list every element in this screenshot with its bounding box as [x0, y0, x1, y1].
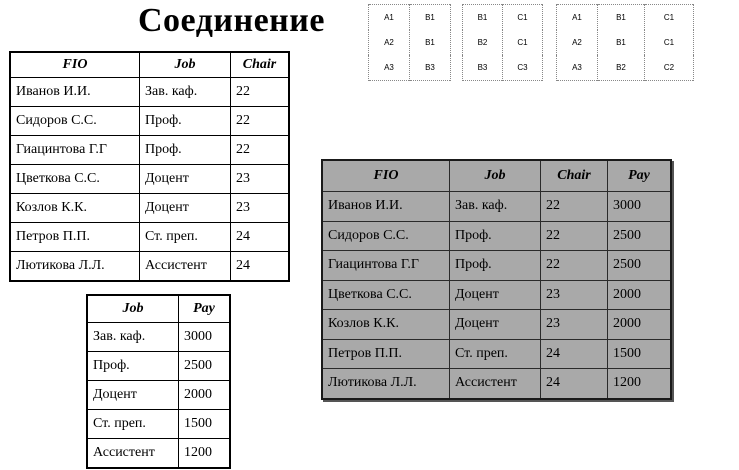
column-header-fio: FIO: [322, 160, 450, 192]
schema-relation-ab: [368, 4, 451, 81]
cell-fio: Сидоров С.С.: [322, 221, 450, 251]
schema-cell: B1: [463, 5, 503, 31]
cell-job: Зав. каф.: [87, 323, 179, 352]
cell-chair: 24: [231, 252, 290, 282]
table-row: [463, 55, 543, 81]
table-row: [10, 107, 289, 136]
cell-pay: 1500: [179, 410, 231, 439]
schema-cell: C1: [503, 30, 543, 55]
schema-cell: A2: [557, 30, 598, 55]
table-row: [10, 165, 289, 194]
cell-fio: Петров П.П.: [322, 339, 450, 369]
cell-pay: 1200: [179, 439, 231, 469]
column-header-job: Job: [450, 160, 541, 192]
pay-table: [86, 294, 231, 469]
schema-cell: A3: [369, 55, 410, 81]
cell-job: Доцент: [140, 194, 231, 223]
cell-job: Ст. преп.: [87, 410, 179, 439]
schema-cell: C2: [645, 55, 694, 81]
table-row: [10, 252, 289, 282]
cell-pay: 2500: [608, 221, 672, 251]
cell-chair: 22: [231, 78, 290, 107]
table-row: [10, 136, 289, 165]
cell-pay: 2000: [608, 280, 672, 310]
table-row: [322, 280, 671, 310]
column-header-chair: Chair: [541, 160, 608, 192]
schema-cell: C1: [645, 30, 694, 55]
cell-fio: Петров П.П.: [10, 223, 140, 252]
cell-fio: Козлов К.К.: [322, 310, 450, 340]
table-header-row: [10, 52, 289, 78]
table-row: [322, 251, 671, 281]
table-row: [463, 30, 543, 55]
table-row: [369, 55, 451, 81]
table-row: [10, 194, 289, 223]
cell-fio: Козлов К.К.: [10, 194, 140, 223]
table-row: [87, 439, 230, 469]
cell-chair: 22: [231, 107, 290, 136]
table-row: [322, 192, 671, 222]
cell-fio: Иванов И.И.: [322, 192, 450, 222]
cell-pay: 2000: [179, 381, 231, 410]
cell-chair: 22: [541, 192, 608, 222]
schema-cell: B2: [598, 55, 645, 81]
cell-pay: 1500: [608, 339, 672, 369]
table-row: [369, 30, 451, 55]
cell-chair: 23: [231, 165, 290, 194]
cell-fio: Цветкова С.С.: [10, 165, 140, 194]
table-row: [322, 369, 671, 399]
cell-job: Ассистент: [140, 252, 231, 282]
schema-cell: C3: [503, 55, 543, 81]
schema-cell: B1: [410, 30, 451, 55]
cell-pay: 2500: [179, 352, 231, 381]
cell-fio: Гиацинтова Г.Г: [10, 136, 140, 165]
cell-job: Доцент: [450, 280, 541, 310]
table-row: [87, 381, 230, 410]
table-row: [369, 5, 451, 31]
cell-chair: 24: [541, 339, 608, 369]
schema-cell: A3: [557, 55, 598, 81]
table-row: [87, 410, 230, 439]
table-row: [557, 5, 694, 31]
cell-fio: Гиацинтова Г.Г: [322, 251, 450, 281]
table-row: [322, 221, 671, 251]
cell-job: Доцент: [450, 310, 541, 340]
schema-cell: B3: [410, 55, 451, 81]
schema-relation-bc: [462, 4, 543, 81]
column-header-pay: Pay: [179, 295, 231, 323]
cell-job: Проф.: [140, 136, 231, 165]
cell-job: Ст. преп.: [140, 223, 231, 252]
table-header-row: [87, 295, 230, 323]
schema-cell: B1: [598, 30, 645, 55]
cell-job: Зав. каф.: [140, 78, 231, 107]
schema-cell: A1: [369, 5, 410, 31]
cell-chair: 22: [541, 221, 608, 251]
cell-fio: Лютикова Л.Л.: [322, 369, 450, 399]
schema-cell: B2: [463, 30, 503, 55]
join-result-table: [321, 159, 672, 400]
table-row: [10, 223, 289, 252]
column-header-fio: FIO: [10, 52, 140, 78]
table-row: [557, 30, 694, 55]
cell-job: Проф.: [450, 251, 541, 281]
cell-job: Ассистент: [450, 369, 541, 399]
schema-cell: B3: [463, 55, 503, 81]
cell-chair: 23: [231, 194, 290, 223]
cell-chair: 23: [541, 310, 608, 340]
column-header-chair: Chair: [231, 52, 290, 78]
schema-cell: C1: [645, 5, 694, 31]
schema-cell: B1: [410, 5, 451, 31]
cell-chair: 24: [231, 223, 290, 252]
cell-pay: 3000: [608, 192, 672, 222]
table-header-row: [322, 160, 671, 192]
cell-fio: Цветкова С.С.: [322, 280, 450, 310]
schema-cell: A2: [369, 30, 410, 55]
table-row: [10, 78, 289, 107]
employees-table: [9, 51, 290, 282]
column-header-job: Job: [87, 295, 179, 323]
cell-pay: 2000: [608, 310, 672, 340]
cell-job: Доцент: [87, 381, 179, 410]
cell-chair: 22: [541, 251, 608, 281]
table-row: [463, 5, 543, 31]
table-row: [322, 339, 671, 369]
table-row: [557, 55, 694, 81]
table-row: [87, 352, 230, 381]
cell-fio: Сидоров С.С.: [10, 107, 140, 136]
table-row: [87, 323, 230, 352]
cell-job: Ст. преп.: [450, 339, 541, 369]
schema-relation-abc: [556, 4, 694, 81]
page-title: Соединение: [138, 2, 325, 39]
cell-pay: 2500: [608, 251, 672, 281]
cell-job: Проф.: [450, 221, 541, 251]
cell-chair: 22: [231, 136, 290, 165]
column-header-job: Job: [140, 52, 231, 78]
column-header-pay: Pay: [608, 160, 672, 192]
schema-cell: B1: [598, 5, 645, 31]
schema-cell: A1: [557, 5, 598, 31]
cell-job: Проф.: [140, 107, 231, 136]
table-row: [322, 310, 671, 340]
cell-job: Зав. каф.: [450, 192, 541, 222]
cell-pay: 1200: [608, 369, 672, 399]
cell-job: Проф.: [87, 352, 179, 381]
cell-fio: Лютикова Л.Л.: [10, 252, 140, 282]
cell-job: Доцент: [140, 165, 231, 194]
cell-chair: 24: [541, 369, 608, 399]
cell-chair: 23: [541, 280, 608, 310]
schema-cell: C1: [503, 5, 543, 31]
cell-pay: 3000: [179, 323, 231, 352]
cell-job: Ассистент: [87, 439, 179, 469]
cell-fio: Иванов И.И.: [10, 78, 140, 107]
